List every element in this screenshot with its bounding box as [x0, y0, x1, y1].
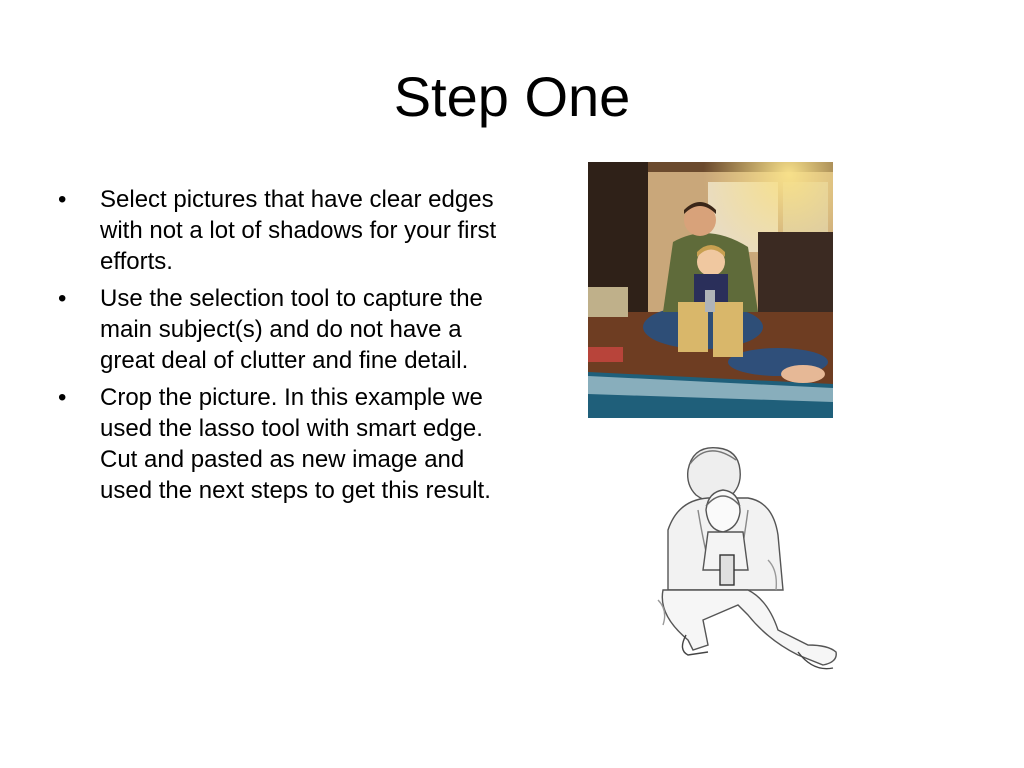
slide-title: Step One — [393, 65, 631, 128]
sketch-illustration — [648, 440, 843, 690]
bullet-item — [58, 283, 508, 376]
bullet-marker: • — [58, 186, 67, 213]
bullet-text: Use the selection tool to capture the main subject(s) and do not have a great deal of clutter and fine detail. — [100, 285, 483, 374]
bullet-text: Select pictures that have clear edges with not a lot of shadows for your first efforts. — [100, 186, 497, 275]
original-photo — [588, 162, 833, 418]
bullet-text: Crop the picture. In this example we used the lasso tool with smart edge. Cut and pasted as new image and used the next steps to get this result. — [100, 384, 491, 504]
bullet-item — [58, 382, 508, 506]
bullet-list — [58, 184, 508, 512]
photo-illustration — [588, 162, 833, 418]
bullet-marker: • — [58, 384, 67, 411]
bullet-item — [58, 184, 508, 277]
bullet-marker: • — [58, 285, 67, 312]
sketch-result-image — [648, 440, 843, 690]
